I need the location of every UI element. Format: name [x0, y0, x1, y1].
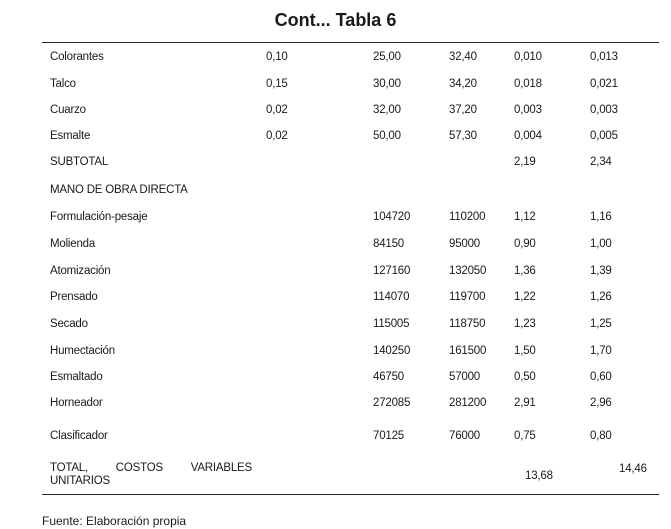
row-value-c5: 0,005 [590, 130, 618, 142]
row-value-c3: 37,20 [449, 104, 477, 116]
row-value-c4: 1,50 [514, 345, 536, 357]
row-value-c4: 2,91 [514, 397, 536, 409]
row-value-c4: 0,010 [514, 51, 542, 63]
row-value-c5: 1,25 [590, 318, 612, 330]
row-value-c3: 110200 [449, 211, 486, 223]
total-label-word: VARIABLES [190, 462, 252, 474]
row-label: Talco [50, 78, 76, 90]
row-value-c4: 1,22 [514, 291, 536, 303]
row-label: Humectación [50, 345, 115, 357]
row-value-c3: 57,30 [449, 130, 477, 142]
row-value-c4: 0,90 [514, 238, 536, 250]
row-label: Formulación-pesaje [50, 211, 148, 223]
row-label: SUBTOTAL [50, 156, 109, 168]
row-value-c4: 0,018 [514, 78, 542, 90]
row-value-c3: 76000 [449, 430, 480, 442]
row-value-c1: 0,02 [266, 104, 288, 116]
row-value-c4: 2,19 [514, 156, 536, 168]
row-value-c2: 25,00 [373, 51, 401, 63]
row-label: Secado [50, 318, 88, 330]
row-value-c3: 132050 [449, 265, 487, 277]
row-value-c2: 30,00 [373, 78, 401, 90]
total-label-line2: UNITARIOS [50, 475, 110, 487]
row-value-c2: 272085 [373, 397, 411, 409]
row-value-c1: 0,02 [266, 130, 288, 142]
total-value-c4: 13,68 [525, 470, 553, 482]
row-value-c4: 0,75 [514, 430, 536, 442]
row-label: Clasificador [50, 430, 108, 442]
row-label: Prensado [50, 291, 98, 303]
row-value-c5: 0,003 [590, 104, 618, 116]
row-value-c3: 34,20 [449, 78, 477, 90]
row-value-c2: 115005 [373, 318, 410, 330]
row-value-c3: 57000 [449, 371, 480, 383]
row-value-c5: 0,013 [590, 51, 618, 63]
row-value-c3: 119700 [449, 291, 486, 303]
row-value-c5: 0,021 [590, 78, 618, 90]
row-value-c4: 0,50 [514, 371, 536, 383]
row-value-c5: 0,60 [590, 371, 612, 383]
row-value-c2: 70125 [373, 430, 404, 442]
row-value-c4: 1,36 [514, 265, 536, 277]
row-value-c4: 0,004 [514, 130, 542, 142]
table-bottom-rule [42, 494, 659, 495]
row-label: Horneador [50, 397, 103, 409]
total-label-word: COSTOS [115, 462, 163, 474]
row-label: Esmalte [50, 130, 91, 142]
row-value-c2: 84150 [373, 238, 404, 250]
row-value-c3: 118750 [449, 318, 486, 330]
row-value-c2: 32,00 [373, 104, 401, 116]
row-value-c2: 114070 [373, 291, 410, 303]
row-value-c3: 161500 [449, 345, 487, 357]
row-value-c5: 2,96 [590, 397, 612, 409]
row-value-c5: 1,70 [590, 345, 612, 357]
row-value-c5: 1,39 [590, 265, 612, 277]
row-label: Atomización [50, 265, 111, 277]
total-label [50, 462, 252, 488]
row-value-c5: 0,80 [590, 430, 612, 442]
row-value-c5: 1,16 [590, 211, 612, 223]
row-label: Esmaltado [50, 371, 103, 383]
row-value-c5: 2,34 [590, 156, 612, 168]
source-note: Fuente: Elaboración propia [42, 514, 187, 528]
row-value-c5: 1,26 [590, 291, 612, 303]
row-value-c2: 127160 [373, 265, 411, 277]
row-value-c5: 1,00 [590, 238, 612, 250]
row-label: Molienda [50, 238, 96, 250]
row-value-c2: 140250 [373, 345, 411, 357]
row-value-c3: 95000 [449, 238, 480, 250]
row-value-c1: 0,10 [266, 51, 288, 63]
row-value-c4: 0,003 [514, 104, 542, 116]
row-value-c3: 32,40 [449, 51, 477, 63]
row-label: MANO DE OBRA DIRECTA [50, 184, 188, 196]
total-value-c5: 14,46 [619, 463, 647, 475]
row-label: Colorantes [50, 51, 104, 63]
row-value-c2: 50,00 [373, 130, 401, 142]
row-value-c3: 281200 [449, 397, 487, 409]
table-title: Cont... Tabla 6 [274, 10, 397, 30]
total-label-word: TOTAL, [50, 462, 88, 474]
row-value-c2: 46750 [373, 371, 404, 383]
row-value-c2: 104720 [373, 211, 411, 223]
row-value-c4: 1,23 [514, 318, 536, 330]
row-label: Cuarzo [50, 104, 86, 116]
table-top-rule [42, 42, 659, 43]
row-value-c1: 0,15 [266, 78, 288, 90]
row-value-c4: 1,12 [514, 211, 536, 223]
